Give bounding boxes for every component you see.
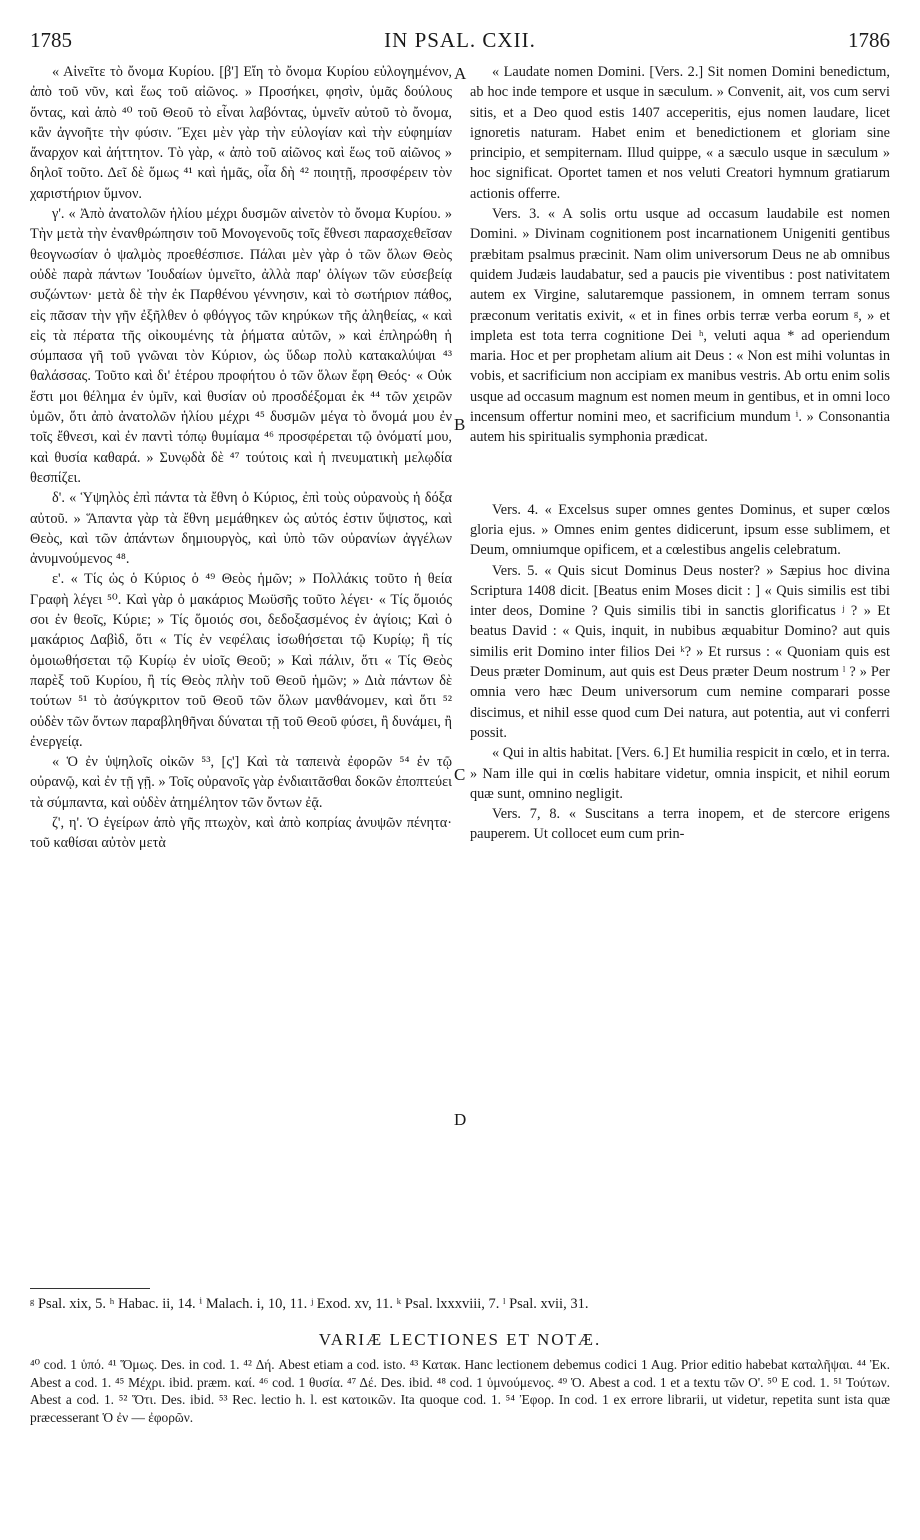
margin-letter-d: D — [454, 1110, 467, 1129]
margin-letter-b: B — [454, 415, 466, 434]
latin-column — [470, 62, 890, 845]
greek-paragraph-5: « Ὁ ἐν ὑψηλοῖς οἰκῶν ⁵³, [ς'] Καὶ τὰ ταπεινὰ ἐφορῶν ⁵⁴ ἐν τῷ οὐρανῷ, καὶ ἐν τῇ γῇ. » Τοῖς οὐρανοῖς γὰρ ἐνδιαιτᾶσθαι δοκῶν ἐποπτεύει τὰ σύμπαντα, καὶ οὐδὲν ἀτημέλητον τῶν ὄντων ἐᾷ. — [30, 754, 452, 811]
greek-paragraph-6: ζ', η'. Ὁ ἐγείρων ἀπὸ γῆς πτωχὸν, καὶ ἀπὸ κοπρίας ἀνυψῶν πένητα· τοῦ καθίσαι αὐτὸν μετὰ — [30, 814, 452, 852]
greek-paragraph-4: ε'. « Τίς ὡς ὁ Κύριος ὁ ⁴⁹ Θεὸς ἡμῶν; » Πολλάκις τοῦτο ἡ θεία Γραφὴ λέγει ⁵⁰. Καὶ γὰρ ὁ μακάριος Μωϋσῆς τοῦτο λέγει· « Τίς ὅμοιός σοι ἐν θεοῖς, Κύριε; » Τίς ὅμοιός σοι, δεδοξασμένος ἐν ἁγίοις; Καὶ ὁ μακάριος Δαβὶδ, ὅτι « Τίς ἐν νεφέλαις ἰσωθήσεται τῷ Κυρίῳ; ἢ τίς ὁμοιωθήσεται τῷ Κυρίῳ ἐν υἱοῖς Θεοῦ; » Καὶ πάλιν, ὅτι « Τίς Θεὸς παρὲξ τοῦ Κυρίου, ἢ τίς Θεὸς πλὴν τοῦ Θεοῦ ἡμῶν; » Διὰ πάντων δὲ τούτων ⁵¹ τὸ ἀσύγκριτον τοῦ Θεοῦ τῶν ὅλων μανθάνομεν, καὶ ὅτι ⁵² οὐδὲν τῶν ὄντων παραβληθῆναι δύναται τῇ τοῦ Θεοῦ φύσει, ἢ δυνάμει, ἢ ἐνεργείᾳ. — [30, 571, 452, 750]
column-number-right: 1786 — [848, 28, 890, 52]
latin-paragraph-5: « Qui in altis habitat. [Vers. 6.] Et humilia respicit in cœlo, et in terra. » Nam ille qui in cœlis habitare videtur, omnia inspicit, et nihil eorum quæ sunt, omnino negligit. — [470, 745, 890, 802]
latin-paragraph-1: « Laudate nomen Domini. [Vers. 2.] Sit nomen Domini benedictum, ab hoc inde tempore et usque in sæculum. » Convenit, ait, vos cum servi sitis, et a Deo quod estis 1407 acceperitis, ejus nomen laudare, licet ignoretis naturam. Habet enim et benedictionem et gloriam sine principio, et sempiternam. Illud quippe, « a sæculo usque in sæculum » hoc significat. Oportet tamen et nos veluti Creatori hymnum gratiarum actionis offerre. — [470, 64, 890, 202]
margin-letter-c: C — [454, 765, 466, 784]
footnote-rule — [30, 1288, 150, 1289]
latin-paragraph-4: Vers. 5. « Quis sicut Dominus Deus noster? » Sæpius hoc divina Scriptura 1408 dicit. [Beatus enim Moses dicit : ] « Quis similis est tibi inter deos, Domine ? Quis similis tibi in sanctis glorificatus ʲ ? » Et beatus David : « Quis, inquit, in nubibus æquabitur Domino? aut quis similis erit Domino inter filios Dei ᵏ? » Et rursus : « Quoniam quis est Deus præter Dominum, aut quis est Deus præter Deum nostrum ˡ ? » Per omnia vero hæc Deum universorum cum nemine comparari posse discimus, et nihil esse quod cum Dei natura, aut potentia, aut vi conferri possit. — [470, 562, 890, 741]
greek-column — [30, 62, 452, 854]
scripture-footnotes: ᵍ Psal. xix, 5. ʰ Habac. ii, 14. ⁱ Malach. i, 10, 11. ʲ Exod. xv, 11. ᵏ Psal. lxxxviii, 7. ˡ Psal. xvii, 31. — [30, 1296, 589, 1312]
greek-paragraph-1: « Αἰνεῖτε τὸ ὄνομα Κυρίου. [β'] Εἴη τὸ ὄνομα Κυρίου εὐλογημένον, ἀπὸ τοῦ νῦν, καὶ ἕως τοῦ αἰῶνος. » Προσήκει, φησὶν, ὑμᾶς δούλους ὄντας, καὶ ἀπὸ ⁴⁰ τοῦ Θεοῦ τὸ εἶναι λαβόντας, ὑμνεῖν αὐτοῦ τὸ ὄνομα, κἂν ἀγνοῆτε τὴν φύσιν. Ἔχει μὲν γὰρ τὴν εὐλογίαν καὶ τὴν εὐφημίαν ἄναρχον καὶ ἀήττητον. Τὸ γὰρ, « ἀπὸ τοῦ αἰῶνος καὶ ἕως τοῦ αἰῶνος » δηλοῖ τοῦτο. Δεῖ δὲ ὅμως ⁴¹ καὶ ἡμᾶς, οἷα δὴ ⁴² ποιητῇ, προσφέρειν τὸν χαριστήριον ὕμνον. — [30, 64, 452, 202]
margin-letter-a: A — [454, 64, 467, 83]
latin-paragraph-3: Vers. 4. « Excelsus super omnes gentes Dominus, et super cœlos gloria ejus. » Omnes enim gentes didicerunt, ipsum esse sublimem, et Deum, omniumque opificem, et a cœlestibus angelis celebratum. — [470, 501, 890, 559]
greek-paragraph-3: δ'. « Ὑψηλὸς ἐπὶ πάντα τὰ ἔθνη ὁ Κύριος, ἐπὶ τοὺς οὐρανοὺς ἡ δόξα αὐτοῦ. » Ἅπαντα γὰρ τὰ ἔθνη μεμάθηκεν ὡς αὐτός ἐστιν ὕψιστος, καὶ Θεὸς, καὶ τῶν ἁπάντων δημιουργὸς, καὶ ὑπὸ τῶν οὐρανίων ἀγγέλων ἀνυμνούμενος ⁴⁸. — [30, 490, 452, 568]
greek-paragraph-2: γ'. « Ἀπὸ ἀνατολῶν ἡλίου μέχρι δυσμῶν αἰνετὸν τὸ ὄνομα Κυρίου. » Τὴν μετὰ τὴν ἐνανθρώπησιν τοῦ Μονογενοῦς τοῖς ἔθνεσι παρασχεθεῖσαν θεογνωσίαν ὁ ψαλμὸς προεθέσπισε. Πάλαι μὲν γὰρ ὁ τῶν ὅλων Θεὸς οὐδὲ παρὰ πάντων Ἰουδαίων ὑμνεῖτο, ἀλλὰ παρ' ὀλίγων τῶν εὐσεβείᾳ συζώντων· μετὰ δὲ τὴν ἐκ Παρθένου γέννησιν, καὶ τὸ σωτήριον πάθος, εἰς πᾶσαν τὴν γῆν ἐξῆλθεν ὁ φθόγγος τῶν κηρύκων τῆς ἀληθείας, « καὶ εἰς τὰ πέρατα τῆς οἰκουμένης τὰ ῥήματα αὐτῶν, » καὶ ἐπληρώθη ἡ σύμπασα γῆ τοῦ γνῶναι τὸν Κύριον, ὡς ὕδωρ πολὺ κατακαλύψαι ⁴³ θαλάσσας. Τοῦτο καὶ δι' ἑτέρου προφήτου ὁ τῶν ὅλων ἔφη Θεός· « Οὐκ ἔστι μοι θέλημα ἐν ὑμῖν, καὶ θυσίαν οὐ προσδέξομαι ἐκ ⁴⁴ τῶν χειρῶν ὑμῶν, ὅτι ἀπὸ ἀνατολῶν ἡλίου μέχρι ⁴⁵ δυσμῶν μέγα τὸ ὄνομά μου ἐν τοῖς ἔθνεσι, καὶ ἐν παντὶ τόπῳ θυμίαμα ⁴⁶ προσφέρεται τῷ ὀνόματί μου, καὶ θυσία καθαρά. » Συνῳδὰ δὲ ⁴⁷ τούτοις καὶ ἡ πνευματικὴ μελῳδία θεσπίζει. — [30, 206, 452, 486]
latin-gap — [470, 448, 890, 500]
variant-readings: ⁴⁰ cod. 1 ὑπό. ⁴¹ Ὅμως. Des. in cod. 1. ⁴² Δή. Abest etiam a cod. isto. ⁴³ Κατακ. Hanc lectionem debemus codici 1 Aug. Prior editio habebat καταλῆψαι. ⁴⁴ Ἐκ. Abest a cod. 1. ⁴⁵ Μέχρι. ibid. præm. καί. ⁴⁶ cod. 1 θυσία. ⁴⁷ Δέ. Des. ibid. ⁴⁸ cod. 1 ὑμνούμενος. ⁴⁹ Ὁ. Abest a cod. 1 et a textu τῶν Ο'. ⁵⁰ E cod. 1. ⁵¹ Τούτων. Abest a cod. 1. ⁵² Ὅτι. Des. ibid. ⁵³ Rec. lectio h. l. est κατοικῶν. Ita quoque cod. 1. ⁵⁴ Ἐφορ. In cod. 1 ex errore librarii, ut videtur, repetita sunt ista quæ præcesserant Ὁ ἐν — ἐφορῶν. — [30, 1357, 890, 1425]
running-title: IN PSAL. CXII. — [384, 28, 536, 52]
latin-paragraph-6: Vers. 7, 8. « Suscitans a terra inopem, et de stercore erigens pauperem. Ut collocet eum cum prin- — [470, 806, 890, 843]
running-header — [30, 28, 890, 58]
column-number-left: 1785 — [30, 28, 72, 52]
latin-paragraph-2: Vers. 3. « A solis ortu usque ad occasum laudabile est nomen Domini. » Divinam cognitionem post incarnationem Unigeniti gentibus præbitam psalmus præcinit. Nam olim universorum Deus ne ab omnibus quidem Judæis laudabatur, sed a paucis pie viventibus : post nativitatem autem ex Virgine, salutaremque passionem, in omnem terram sonus præconum veritatis exivit, « et in fines orbis terræ verba eorum ᵍ, » et impleta est tota terra cognitione Dei ʰ, veluti aqua * ad operiendum maria. Hoc et per prophetam alium ait Deus : « Non est mihi voluntas in vobis, et sacrificium non accipiam ex manibus vestris. Ab ortu enim solis usque ad occasum magnum est nomen meum in gentibus, et in omni loco incensum offertur nomini meo, et sacrificium mundum ⁱ. » Consonantia autem his spiritualis symphonia prædicat. — [470, 206, 890, 446]
varia-title: VARIÆ LECTIONES ET NOTÆ. — [318, 1330, 602, 1349]
